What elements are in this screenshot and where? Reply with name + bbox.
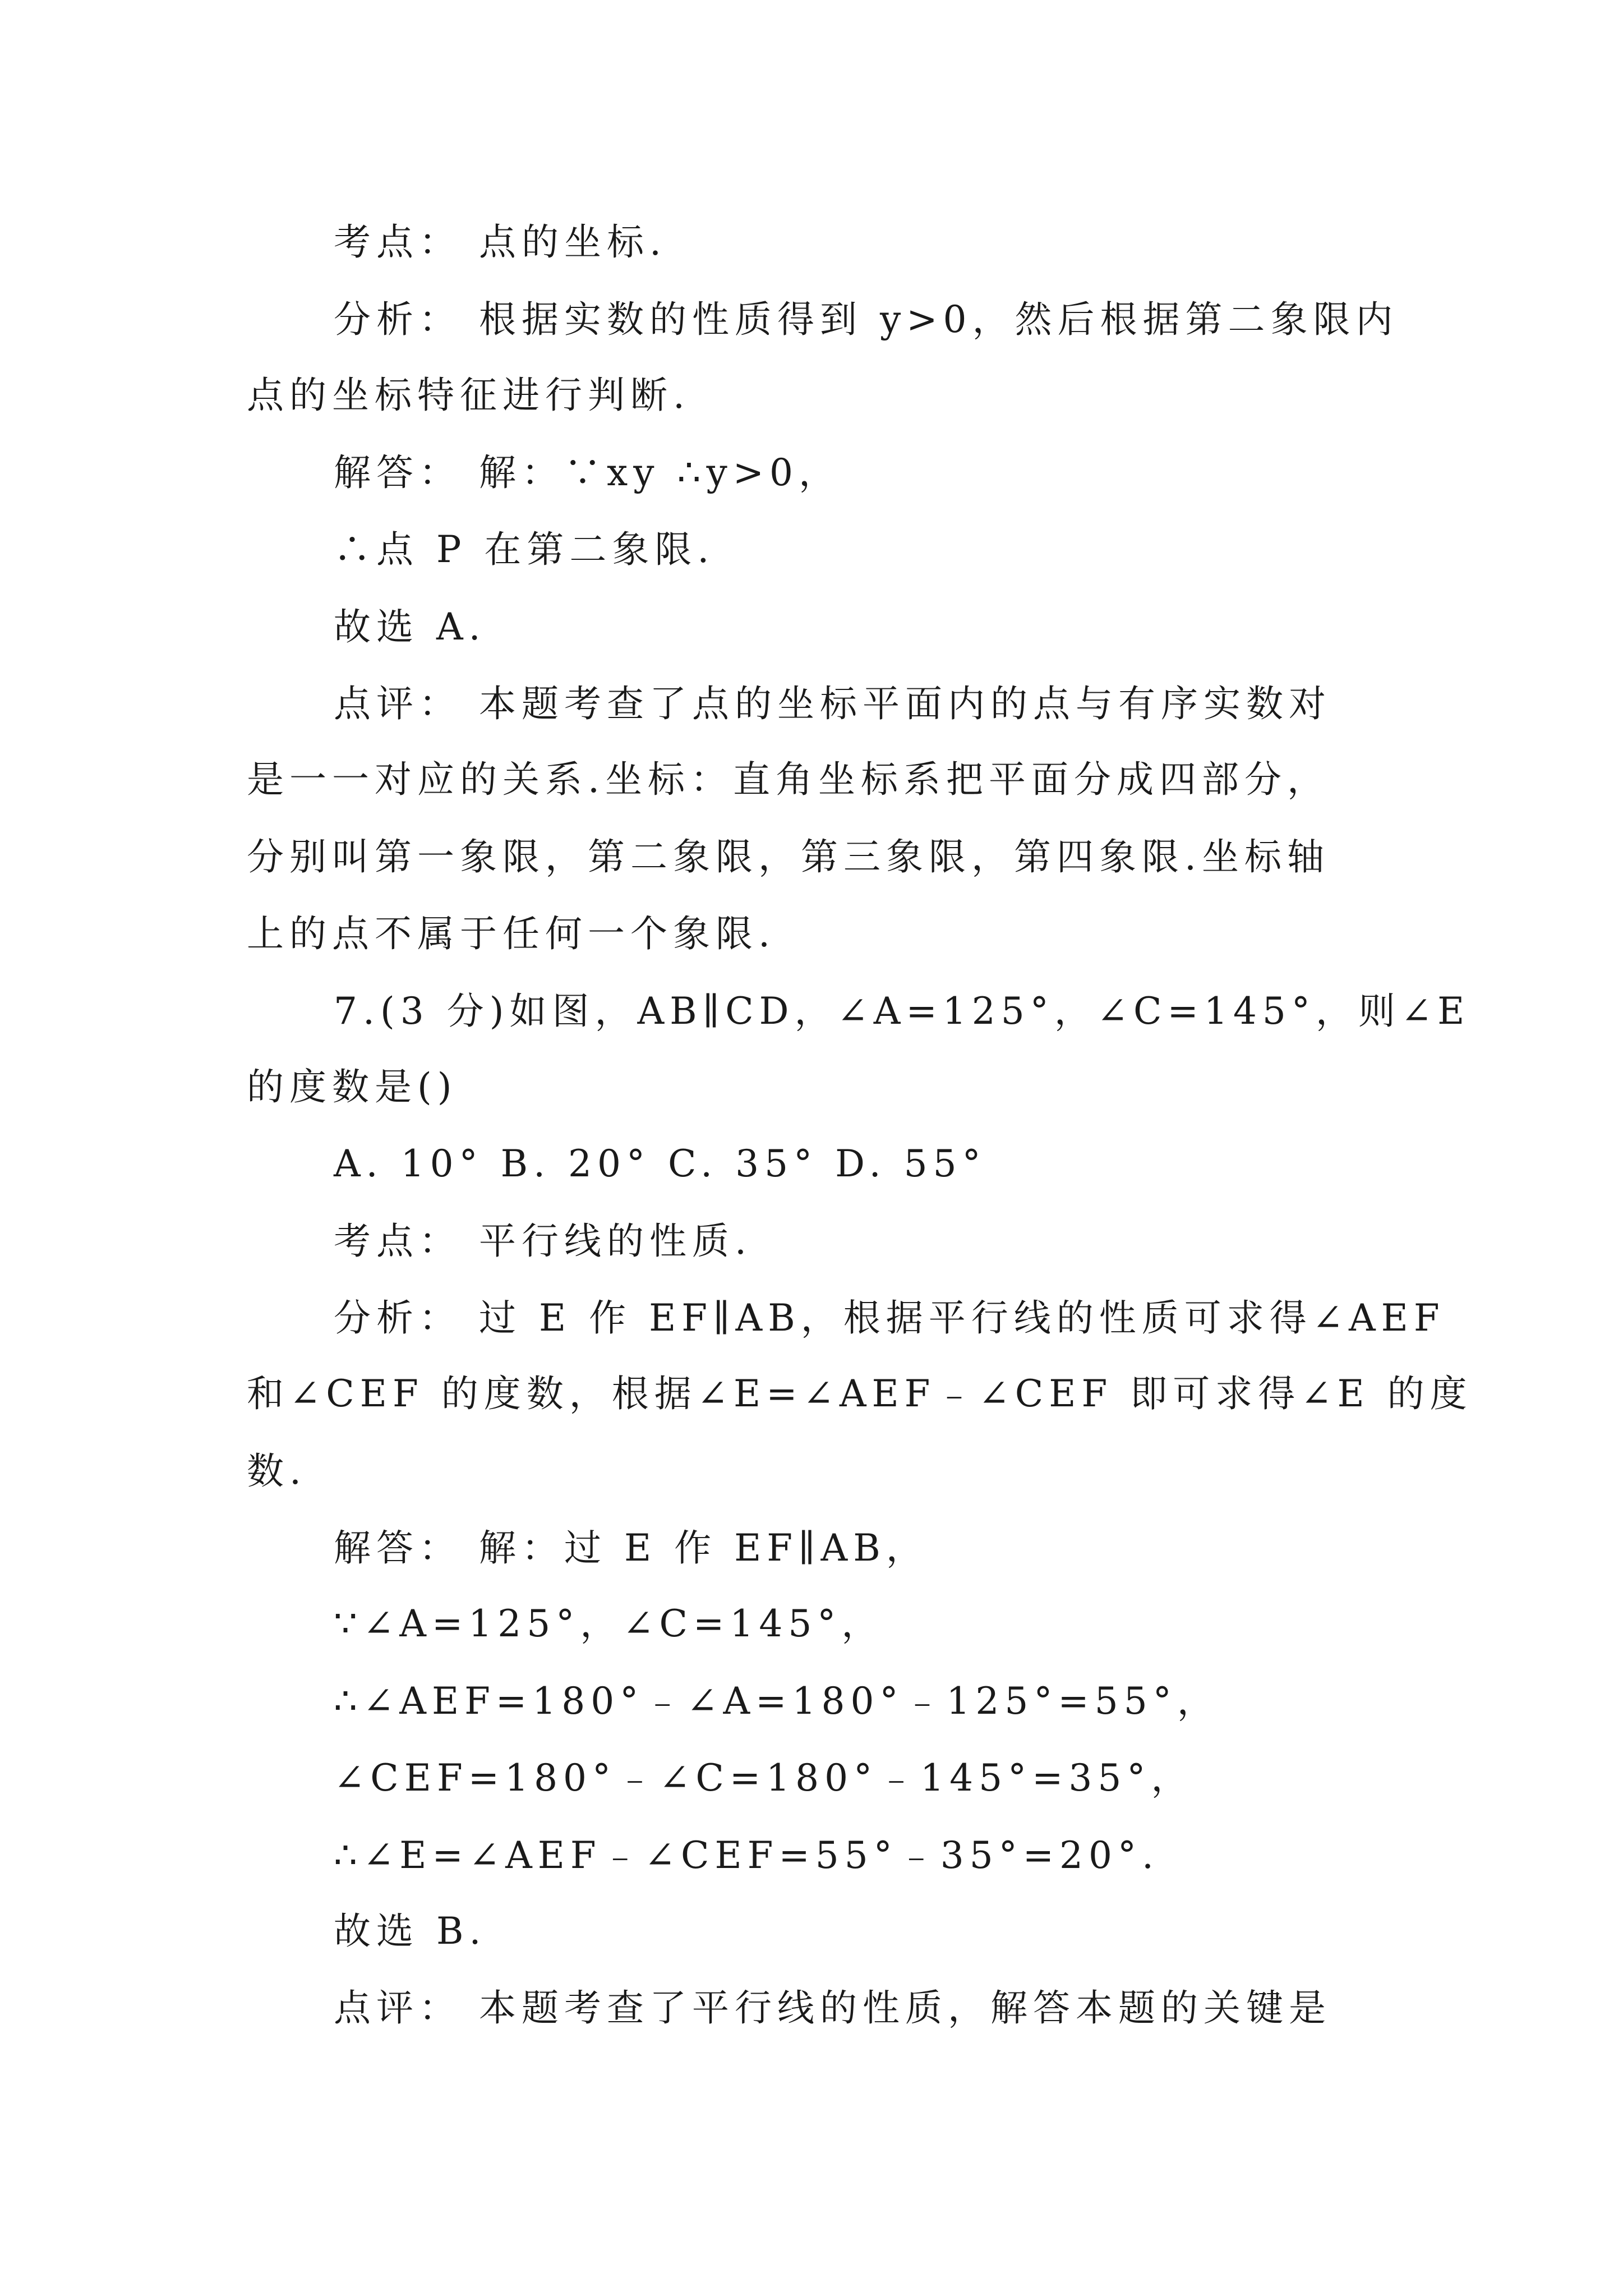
- dianping-continuation: 分别叫第一象限，第二象限，第三象限，第四象限.坐标轴: [247, 835, 1330, 878]
- kaodian-line: 考点： 平行线的性质.: [334, 1220, 752, 1263]
- kaodian-line: 考点： 点的坐标.: [334, 220, 667, 264]
- dianping-continuation: 上的点不属于任何一个象限.: [247, 912, 776, 955]
- fenxi-line: 分析： 过 E 作 EF∥AB，根据平行线的性质可求得∠AEF: [334, 1296, 1445, 1340]
- question-7-line: 7.(3 分)如图，AB∥CD，∠A=125°，∠C=145°，则∠E: [334, 990, 1470, 1033]
- dianping-continuation: 是一一对应的关系.坐标：直角坐标系把平面分成四部分，: [247, 758, 1330, 801]
- jieda-line: 解答： 解：过 E 作 EF∥AB，: [334, 1526, 929, 1570]
- fenxi-continuation: 和∠CEF 的度数，根据∠E=∠AEF﹣∠CEF 即可求得∠E 的度: [247, 1372, 1473, 1415]
- question-7-options: A. 10° B. 20° C. 35° D. 55°: [334, 1142, 986, 1185]
- question-7-continuation: 的度数是(): [247, 1065, 458, 1108]
- dianping-line: 点评： 本题考查了平行线的性质，解答本题的关键是: [334, 1986, 1331, 2030]
- answer-choice-line: 故选 B.: [334, 1910, 487, 1953]
- solution-step: ∴∠E=∠AEF﹣∠CEF=55°﹣35°=20°.: [334, 1834, 1160, 1877]
- jieda-line: 解答： 解：∵xy ∴y>0，: [334, 451, 842, 494]
- fenxi-continuation: 数.: [247, 1450, 307, 1493]
- conclusion-line: ∴点 P 在第二象限.: [334, 528, 715, 571]
- fenxi-continuation: 点的坐标特征进行判断.: [247, 374, 690, 417]
- fenxi-line: 分析： 根据实数的性质得到 y>0，然后根据第二象限内: [334, 298, 1399, 341]
- solution-step: ∵∠A=125°，∠C=145°，: [334, 1602, 884, 1645]
- solution-step: ∴∠AEF=180°﹣∠A=180°﹣125°=55°，: [334, 1680, 1220, 1723]
- solution-step: ∠CEF=180°﹣∠C=180°﹣145°=35°，: [334, 1756, 1194, 1800]
- dianping-line: 点评： 本题考查了点的坐标平面内的点与有序实数对: [334, 682, 1331, 725]
- answer-choice-line: 故选 A.: [334, 605, 486, 648]
